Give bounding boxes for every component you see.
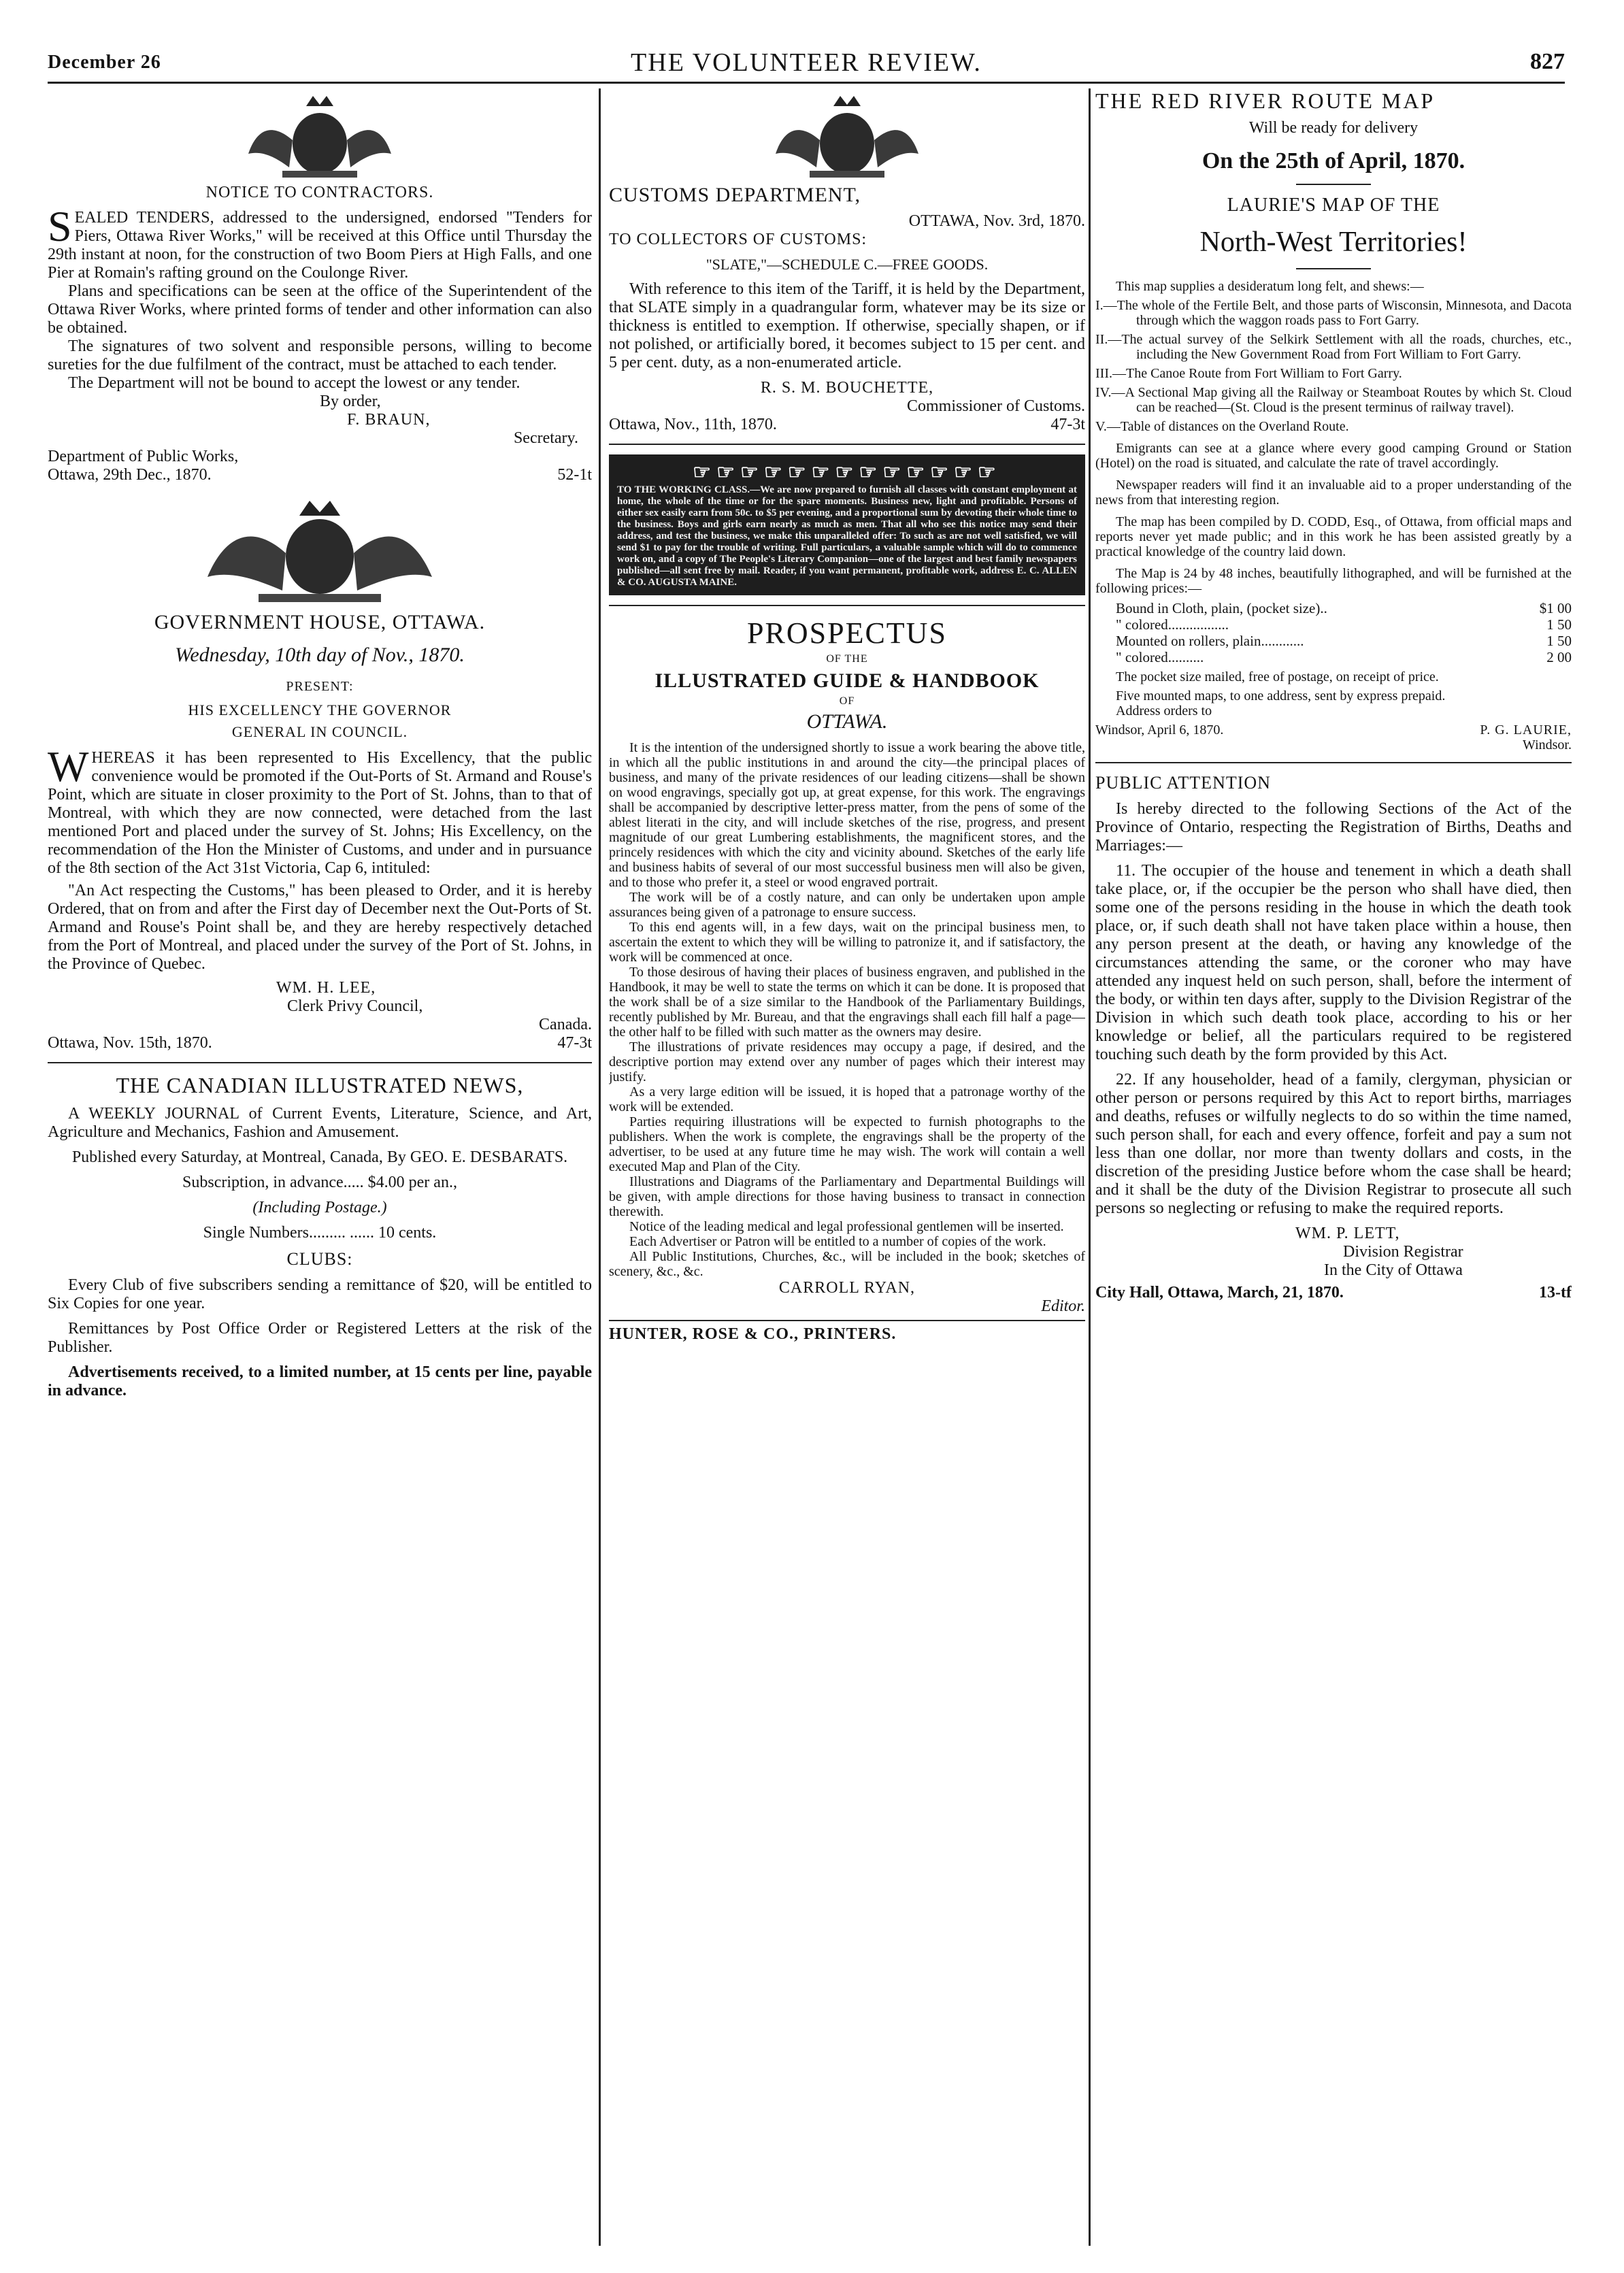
- map-lauries: LAURIE'S MAP OF THE: [1227, 195, 1440, 216]
- royal-arms-crest-icon: [242, 93, 398, 181]
- notice-paragraph: The signatures of two solvent and responsible persons, willing to become sureties for the due fulfilment of the contract, must be attached to each tender.: [48, 337, 592, 374]
- customs-title: CUSTOMS DEPARTMENT,: [609, 184, 861, 206]
- prospectus-paragraph: The illustrations of private residences may occupy a page, if desired, and the descriptive portion may extend over any number of pages which their interest may justify.: [609, 1040, 1085, 1084]
- map-intro: This map supplies a desideratum long felt, and shews:—: [1116, 279, 1424, 294]
- map-item: II.—The actual survey of the Selkirk Settlement with all the roads, churches, etc., including the New Government Road from Fort William to Fort Garry.: [1095, 332, 1572, 362]
- govhouse-paragraph: WHEREAS it has been represented to His Excellency, that the public convenience would be promoted if the Out-Ports of St. Armand and Rouse's Point, which are situate in closer proximity to the Port of St. Johns, than to that of Montreal, with which they are now connected, were detached from the last mentioned Port and placed under the survey of St. Johns; His Excellency, on the recommendation of the Hon the Minister of Customs, and under and in pursuance of the 8th section of the Act 31st Victoria, Cap 6, intituled:: [48, 742, 592, 877]
- govhouse-signer-place: Canada.: [539, 1016, 592, 1033]
- govhouse-council: GENERAL IN COUNCIL.: [231, 723, 408, 740]
- govhouse-paragraph: "An Act respecting the Customs," has been pleased to Order, and it is hereby Ordered, that on from and after the First day of December next the Out-Ports of St. Armand and Rouse's Point shall be, and they are hereby respectively detached from the Port of Montreal, and placed under the survey of the Port of St. Johns, in the Province of Quebec.: [48, 882, 592, 973]
- cin-paragraph: A WEEKLY JOURNAL of Current Events, Literature, Science, and Art, Agriculture and Mechanics, Fashion and Amusement.: [48, 1105, 592, 1141]
- column-1: [48, 88, 592, 2253]
- map-paragraph: Newspaper readers will find it an invaluable aid to a proper understanding of the news from that interesting region.: [1095, 478, 1572, 508]
- prospectus-paragraph: To this end agents will, in a few days, wait on the principal business men, to ascertain the extent to which they will be willing to patronize it, and if satisfactory, the work will be commenced at once.: [609, 920, 1085, 965]
- price-label: Bound in Cloth, plain, (pocket size)..: [1116, 600, 1327, 616]
- customs-dateline-2: Ottawa, Nov., 11th, 1870.: [609, 416, 777, 433]
- prospectus-paragraph: Notice of the leading medical and legal professional gentlemen will be inserted.: [629, 1219, 1064, 1234]
- customs-signer: R. S. M. BOUCHETTE,: [760, 379, 934, 397]
- price-label: " colored.................: [1116, 616, 1229, 633]
- prospectus-paragraph: It is the intention of the undersigned shortly to issue a work bearing the above title, in which all the public institutions in and around the city—the principal places of business, and many of the private residences of our leading citizens—shall be shown on wood engravings, specially got up, at great expense, for this work. The engravings shall be accompanied by descriptive letter-press matter, from the pens of some of the ablest literati in the city, and will include sketches of the rise, progress, and present magnitude of our great Lumbering establishments, the magnificent stores, and the princely residences with which the city and vicinity abound. Sketches of the early life and business habits of several of our most successful business men will also be given, and to those who prefer it, a steel or wood engraved portrait.: [609, 740, 1085, 890]
- issue-date: December 26: [48, 52, 161, 73]
- public-signer-title: Division Registrar: [1343, 1243, 1463, 1261]
- govhouse-title: GOVERNMENT HOUSE, OTTAWA.: [154, 611, 486, 633]
- price-value: 1 50: [1546, 633, 1572, 649]
- public-signer: WM. P. LETT,: [1295, 1225, 1400, 1242]
- prospectus-of: OF THE: [826, 653, 868, 665]
- royal-arms-crest-icon: [197, 495, 442, 604]
- govhouse-code: 47-3t: [557, 1034, 592, 1052]
- map-item: IV.—A Sectional Map giving all the Railway or Steamboat Routes by which St. Cloud can be reached—(St. Cloud is the present terminus of railway travel).: [1095, 385, 1572, 415]
- map-item: I.—The whole of the Fertile Belt, and those parts of Wisconsin, Minnesota, and Dacota through which the waggon roads pass to Fort Garry.: [1095, 298, 1572, 328]
- cin-clubs: CLUBS:: [286, 1249, 353, 1269]
- public-paragraph: Is hereby directed to the following Sections of the Act of the Province of Ontario, respecting the Registration of Births, Deaths and Marriages:—: [1095, 800, 1572, 855]
- map-signer-place: Windsor.: [1523, 737, 1572, 752]
- cin-paragraph: Advertisements received, to a limited number, at 15 cents per line, payable in advance.: [48, 1363, 592, 1399]
- price-value: 1 50: [1546, 616, 1572, 633]
- prospectus-city: OTTAWA.: [806, 710, 888, 733]
- cin-postage: (Including Postage.): [252, 1199, 387, 1216]
- notice-signer-title: Secretary.: [513, 429, 578, 447]
- price-list: [1095, 600, 1572, 665]
- cin-title: THE CANADIAN ILLUSTRATED NEWS,: [116, 1073, 524, 1097]
- page-header: [48, 48, 1565, 84]
- map-paragraph: The map has been compiled by D. CODD, Esq., of Ottawa, from official maps and reports never yet made public; and in this work he has been assisted greatly by a practical knowledge of the country laid down.: [1095, 514, 1572, 559]
- price-value: $1 00: [1539, 600, 1572, 616]
- notice-paragraph: SEALED TENDERS, addressed to the undersigned, endorsed "Tenders for Piers, Ottawa River Works," will be received at this Office until Thursday the 29th instant at noon, for the construction of two Boom Piers at High Falls, and one Pier at Romain's rafting ground on the Coulonge River.: [48, 202, 592, 282]
- prospectus-paragraph: Parties requiring illustrations will be expected to furnish photographs to the publishers. When the work is complete, the engravings shall be the property of the advertiser, to be used at any future time he may wish. The work will contain a well executed Map and Plan of the City.: [609, 1114, 1085, 1174]
- govhouse-date: Wednesday, 10th day of Nov., 1870.: [175, 644, 465, 666]
- price-value: 2 00: [1546, 649, 1572, 665]
- column-3: [1095, 88, 1572, 2253]
- customs-code: 47-3t: [1050, 416, 1085, 433]
- map-ready: Will be ready for delivery: [1248, 119, 1419, 137]
- column-divider: [599, 88, 601, 2246]
- govhouse-signer-title: Clerk Privy Council,: [287, 997, 423, 1015]
- map-paragraph: Emigrants can see at a glance where every good camping Ground or Station (Hotel) on the road is situated, and calculate the rate of travel accordingly.: [1095, 441, 1572, 471]
- govhouse-excellency: HIS EXCELLENCY THE GOVERNOR: [188, 701, 452, 718]
- map-dateline: Windsor, April 6, 1870.: [1095, 723, 1224, 737]
- notice-paragraph: The Department will not be bound to accept the lowest or any tender.: [68, 374, 520, 392]
- customs-paragraph: With reference to this item of the Tariff, it is held by the Department, that SLATE simply in a quadrangular form, whatever may be its size or thickness is entitled to exemption. If otherwise, specially shapen, or if not polished, or artificially bored, it becomes subject to 15 per cent. and 5 per cent. duty, as a non-enumerated article.: [609, 280, 1085, 371]
- notice-signer: F. BRAUN,: [347, 411, 431, 429]
- pointing-hand-icon: ☞☞☞☞☞☞☞☞☞☞☞☞☞: [693, 461, 1001, 484]
- price-row: [1095, 649, 1572, 665]
- price-row: [1095, 633, 1572, 649]
- prospectus-paragraph: The work will be of a costly nature, and can only be undertaken upon ample assurances being given of a patronage to ensure success.: [609, 890, 1085, 920]
- customs-to: TO COLLECTORS OF CUSTOMS:: [609, 231, 867, 248]
- map-item: V.—Table of distances on the Overland Route.: [1095, 419, 1349, 434]
- prospectus-signer: CARROLL RYAN,: [778, 1279, 916, 1297]
- working-class-ad-text: TO THE WORKING CLASS.—We are now prepared to furnish all classes with constant employment at home, the whole of the time or for the spare moments. Business new, light and profitable. Persons of either sex easily earn from 50c. to $5 per evening, and a proportional sum by devoting their whole time to the business. Boys and girls earn nearly as much as men. That all who see this notice may send their address, and test the business, we make this unparalleled offer: To such as are not well satisfied, we will send $1 to pay for the trouble of writing. Full particulars, a valuable sample which will do to commence work on, and a copy of The People's Literary Companion—one of the largest and best family newspapers published—all sent free by mail. Reader, if you want permanent, profitable work, address E. C. ALLEN & CO. AUGUSTA MAINE.: [617, 484, 1077, 588]
- prospectus-paragraph: To those desirous of having their places of business engraven, and published in the Handbook, it may be well to state the terms on which it can be done. It is proposed that the work shall be of a size similar to the Handbook of the Parliamentary Buildings, recently published by Mr. Bureau, and that the engravings shall each fill half a page—the other half to be filled with such matter as the owners may desire.: [609, 965, 1085, 1040]
- public-dateline: City Hall, Ottawa, March, 21, 1870.: [1095, 1284, 1344, 1301]
- prospectus-paragraph: Each Advertiser or Patron will be entitled to a number of copies of the work.: [629, 1234, 1046, 1249]
- column-2: [609, 88, 1085, 2253]
- cin-single: Single Numbers......... ...... 10 cents.: [203, 1224, 437, 1242]
- prospectus-title: PROSPECTUS: [747, 616, 947, 650]
- notice-dateline: Ottawa, 29th Dec., 1870.: [48, 466, 212, 484]
- masthead-title: THE VOLUNTEER REVIEW.: [631, 48, 982, 77]
- prospectus-signer-title: Editor.: [1041, 1297, 1085, 1315]
- notice-paragraph: Plans and specifications can be seen at the office of the Superintendent of the Ottawa River Works, where printed forms of tender and other information can also be obtained.: [48, 282, 592, 337]
- cin-subscription: Subscription, in advance..... $4.00 per an.,: [182, 1174, 457, 1191]
- prospectus-of-2: OF: [839, 695, 855, 707]
- public-title: PUBLIC ATTENTION: [1095, 773, 1271, 793]
- notice-code: 52-1t: [557, 466, 592, 484]
- prospectus-paragraph: As a very large edition will be issued, it is hoped that a patronage worthy of the work will be extended.: [609, 1084, 1085, 1114]
- map-signer: P. G. LAURIE,: [1480, 723, 1572, 737]
- map-northwest: North-West Territories!: [1199, 227, 1468, 258]
- cin-paragraph: Remittances by Post Office Order or Registered Letters at the risk of the Publisher.: [48, 1320, 592, 1356]
- public-code: 13-tf: [1539, 1284, 1572, 1301]
- prospectus-paragraph: Illustrations and Diagrams of the Parliamentary and Departmental Buildings will be given, with ample directions for those having business to transact in connection therewith.: [609, 1174, 1085, 1219]
- public-paragraph: 22. If any householder, head of a family, clergyman, physician or other person or persons required by this Act to report births, marriages and deaths, refuses or wilfully neglects to do so within the time named, such person shall, for each and every offence, forfeit and pay a sum not less than one dollar, nor more than twenty dollars and costs, in the discretion of the presiding Justice before whom the case shall be heard; and it shall be the duty of the Division Registrar to prosecute all such persons so neglecting or refusing to make the required reports.: [1095, 1071, 1572, 1217]
- map-paragraph: The Map is 24 by 48 inches, beautifully lithographed, and will be furnished at the following prices:—: [1095, 566, 1572, 596]
- public-signer-place: In the City of Ottawa: [1324, 1261, 1463, 1279]
- customs-subtitle: "SLATE,"—SCHEDULE C.—FREE GOODS.: [706, 256, 989, 273]
- page-number: 827: [1530, 49, 1565, 74]
- price-row: [1095, 616, 1572, 633]
- govhouse-present: PRESENT:: [286, 679, 354, 694]
- customs-signer-title: Commissioner of Customs.: [906, 397, 1085, 415]
- map-paragraph: The pocket size mailed, free of postage, on receipt of price.: [1116, 669, 1439, 684]
- notice-title: NOTICE TO CONTRACTORS.: [205, 184, 434, 201]
- price-label: Mounted on rollers, plain............: [1116, 633, 1304, 649]
- notice-dept-line: Department of Public Works,: [48, 448, 239, 465]
- cin-published: Published every Saturday, at Montreal, Canada, By GEO. E. DESBARATS.: [71, 1148, 568, 1166]
- customs-dateline: OTTAWA, Nov. 3rd, 1870.: [908, 212, 1085, 230]
- prospectus-guide: ILLUSTRATED GUIDE & HANDBOOK: [654, 669, 1040, 692]
- cin-paragraph: Every Club of five subscribers sending a remittance of $20, will be entitled to Six Copies for one year.: [48, 1276, 592, 1312]
- map-date: On the 25th of April, 1870.: [1202, 148, 1465, 173]
- map-paragraph: Five mounted maps, to one address, sent by express prepaid.: [1116, 688, 1446, 703]
- royal-arms-crest-icon: [769, 93, 925, 181]
- govhouse-signer: WM. H. LEE,: [276, 979, 376, 997]
- map-address: Address orders to: [1116, 703, 1212, 718]
- column-divider: [1089, 88, 1091, 2246]
- working-class-ad: [609, 454, 1085, 595]
- notice-by-order: By order,: [320, 393, 381, 410]
- prospectus-paragraph: All Public Institutions, Churches, &c., will be included in the book; sketches of scenery, &c., &c.: [609, 1249, 1085, 1279]
- printers-credit: HUNTER, ROSE & CO., PRINTERS.: [609, 1325, 897, 1343]
- govhouse-dateline: Ottawa, Nov. 15th, 1870.: [48, 1034, 212, 1052]
- map-item: III.—The Canoe Route from Fort William to Fort Garry.: [1095, 366, 1402, 381]
- map-title: THE RED RIVER ROUTE MAP: [1095, 88, 1436, 113]
- public-paragraph: 11. The occupier of the house and tenement in which a death shall take place, or, if the occupier be the person who shall have died, then some one of the persons residing in the house in which the death took place, or, if such death shall not have taken place within a house, then any person present at the death, or having any knowledge of the circumstances attending the same, or the coroner who may have attended any inquest held on such person, shall, before the interment of the body, or within ten days after, supply to the Division Registrar of the Division in which such death took place, according to his or her knowledge or belief, all the particulars required to be registered touching such death by the form provided by this Act.: [1095, 862, 1572, 1063]
- price-label: " colored..........: [1116, 649, 1204, 665]
- price-row: [1095, 600, 1572, 616]
